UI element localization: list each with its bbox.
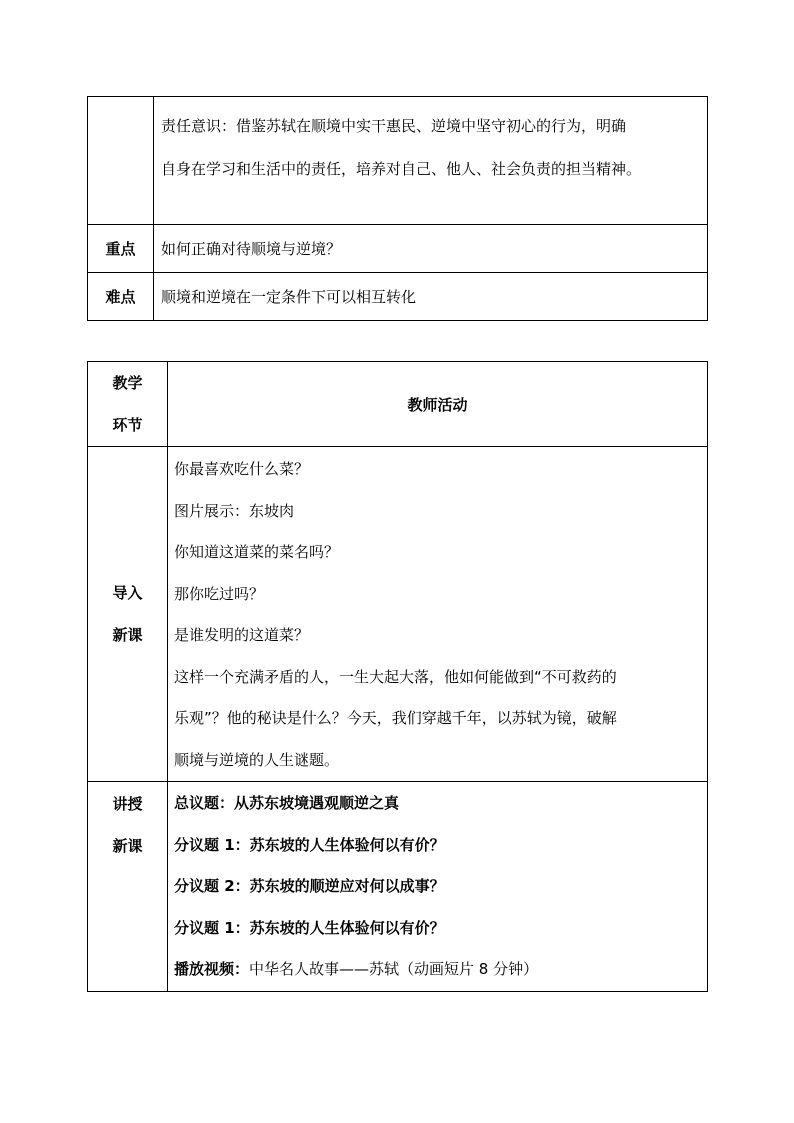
stage-header-line: 教学 xyxy=(112,374,143,392)
activity-line: 你最喜欢吃什么菜？ xyxy=(174,460,310,478)
text-line: 责任意识：借鉴苏轼在顺境中实干惠民、逆境中坚守初心的行为，明确 xyxy=(161,117,627,135)
activity-line: 那你吃过吗？ xyxy=(174,584,265,603)
activity-line: 这样一个充满矛盾的人，一生大起大落，他如何能做到“不可救药的 xyxy=(174,667,617,686)
stage-label-line: 新课 xyxy=(112,837,143,855)
activity-line: 你知道这道菜的菜名吗？ xyxy=(174,543,340,561)
table-row xyxy=(88,447,708,782)
lecture-stage-label xyxy=(88,782,168,992)
lecture-activity xyxy=(168,782,708,992)
table-row xyxy=(88,273,708,321)
video-line xyxy=(174,949,707,991)
stage-header-line: 环节 xyxy=(112,416,143,434)
video-text: 中华名人故事——苏轼（动画短片 8 分钟） xyxy=(249,960,539,978)
activity-line: 乐观”？他的秘诀是什么？今天，我们穿越千年，以苏轼为镜，破解 xyxy=(174,709,617,727)
table-row xyxy=(88,782,708,992)
sub-topic: 分议题 1：苏东坡的人生体验何以有价？ xyxy=(174,835,445,854)
difficulty-label: 难点 xyxy=(88,273,154,321)
difficulty-text: 顺境和逆境在一定条件下可以相互转化 xyxy=(154,273,708,321)
row-label xyxy=(88,97,154,225)
responsibility-cell xyxy=(154,97,708,225)
activity-line: 图片展示：东坡肉 xyxy=(174,501,295,520)
intro-activity xyxy=(168,447,708,782)
objectives-table xyxy=(87,96,708,321)
teacher-activity-header: 教师活动 xyxy=(168,362,708,447)
activity-line: 顺境与逆境的人生谜题。 xyxy=(174,750,340,769)
table-row xyxy=(88,225,708,273)
table-row xyxy=(88,97,708,225)
teaching-process-table xyxy=(87,361,708,992)
sub-topic: 分议题 1：苏东坡的人生体验何以有价？ xyxy=(174,918,445,937)
video-label: 播放视频： xyxy=(174,960,250,978)
stage-label-line: 新课 xyxy=(112,626,143,644)
key-point-label: 重点 xyxy=(88,225,154,273)
sub-topic: 分议题 2：苏东坡的顺逆应对何以成事？ xyxy=(174,877,445,895)
activity-line: 是谁发明的这道菜？ xyxy=(174,626,310,644)
intro-stage-label xyxy=(88,447,168,782)
stage-label-line: 导入 xyxy=(112,584,143,602)
stage-header xyxy=(88,362,168,447)
main-topic: 总议题：从苏东坡境遇观顺逆之真 xyxy=(174,794,400,812)
text-line: 自身在学习和生活中的责任，培养对自己、他人、社会负责的担当精神。 xyxy=(161,160,642,178)
stage-label-line: 讲授 xyxy=(112,795,143,813)
key-point-text: 如何正确对待顺境与逆境？ xyxy=(154,225,708,273)
table-row xyxy=(88,362,708,447)
